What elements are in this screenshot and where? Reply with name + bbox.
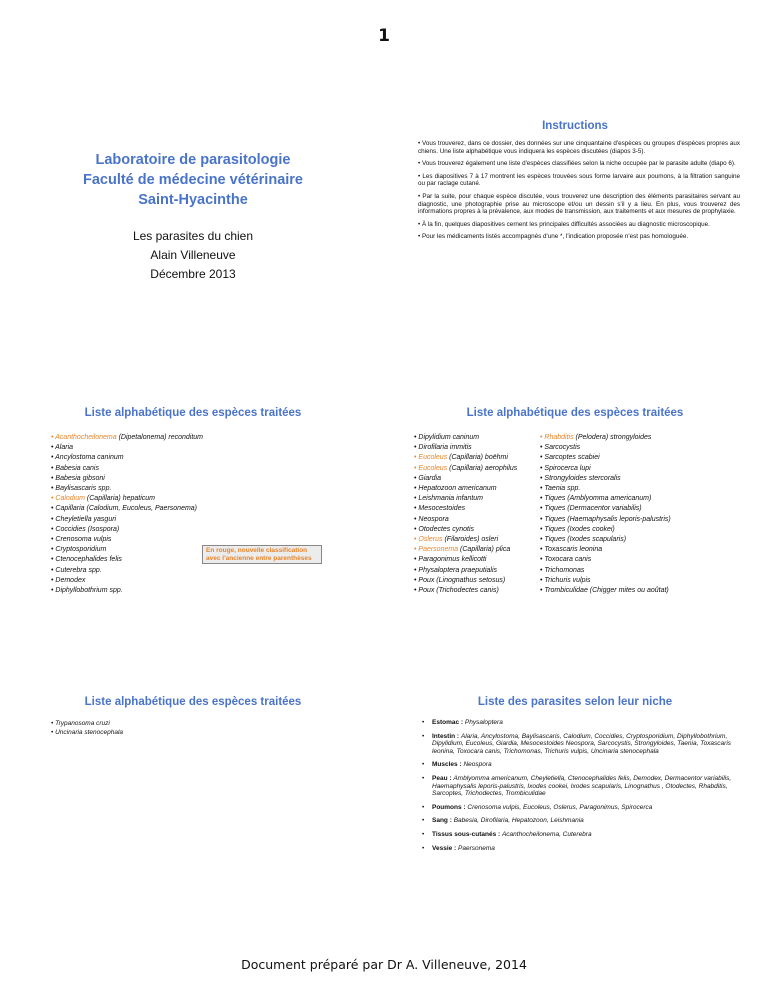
species-text: • Tiques (Ixodes cookei) [540,525,615,533]
species-text: • Otodectes cynotis [414,525,475,533]
subtitle-line: Alain Villeneuve [150,248,236,262]
niche-label: Vessie : [432,844,457,852]
niche-label: Muscles : [432,761,462,769]
species-item [414,453,517,463]
species-item [51,433,203,443]
species-item [414,484,517,494]
species-text: • Sarcocystis [540,444,581,452]
species-item [51,555,203,565]
species-text: • Trichuris vulpis [540,576,591,584]
species-item [540,525,671,535]
niche-species: Alaria, Ancylostoma, Baylisascaris, Calodium, Coccidies, Cryptosporidium, Diphyllobothrium, Dipylidium, Eucoleus, Giardia, Mesocestoides Neospora, Sarcocystis, Strongyloides, Taenia, Toxascaris leonina, Toxocara canis, Trichomonas, Trichuris vulpis, Uncinaria stenocephala [432,732,732,755]
niche-species: Paersonema [458,844,495,852]
species-item [51,535,203,545]
species-item [540,504,671,514]
species-text: • Cryptosporidium [51,546,107,554]
species-text: • Trombiculidae (Chigger mites ou aoûtat) [540,587,669,595]
species-text: • Neospora [414,515,449,523]
species-item [51,484,203,494]
species-text: • Strongyloides stercoralis [540,474,621,482]
species-item [540,433,671,443]
species-text: • Coccidies (Isospora) [51,525,120,533]
species-text: • Trichomonas [540,566,585,574]
note-line: En rouge, nouvelle classification [206,547,308,554]
instruction-paragraph: • Vous trouverez également une liste d'espèces classifiées selon la niche occupée par le parasite adulte (diapo 6). [418,160,736,168]
species-item: • Uncinaria stenocephala [51,729,124,736]
species-item [51,443,203,453]
new-classification-name: • Calodium [51,495,85,503]
niche-species: Neospora [463,761,492,769]
species-item [540,555,671,565]
species-text: • Poux (Trichodectes canis) [414,587,499,595]
niche-list [422,719,737,858]
species-text: • Dirofilaria immitis [414,444,472,452]
title-line: Saint-Hyacinthe [138,192,248,208]
species-text: • Dipylidium caninum [414,434,480,441]
niche-species: Crenosoma vulpis, Eucoleus, Oslerus, Paragonimus, Spirocerca [467,803,653,811]
new-classification-name: • Oslerus [414,536,443,544]
species-text: • Poux (Linognathus setosus) [414,576,506,584]
species-item [414,504,517,514]
species-item [540,494,671,504]
species-text: (Capillaria) plica [458,546,511,554]
species-item [414,545,517,555]
subtitle-line: Les parasites du chien [132,229,254,243]
title-line: Faculté de médecine vétérinaire [82,172,303,188]
species-text: (Capillaria) boëhmi [447,454,508,462]
species-text: • Babesia gibsoni [51,474,105,482]
species-text: (Capillaria) aerophilus [447,464,518,472]
species-list-slide-2 [410,397,740,652]
niche-item [422,733,737,756]
species-item [540,545,671,555]
species-item [414,474,517,484]
species-item [51,525,203,535]
species-text: • Hepatozoon americanum [414,485,497,493]
species-item [414,443,517,453]
niche-label: Intestin : [432,732,460,740]
species-text: • Babesia canis [51,464,99,472]
new-classification-name: • Eucoleus [414,454,448,462]
instruction-paragraph: • Pour les médicaments listés accompagnés d'une *, l'indication proposée n'est pas homologuée. [418,233,689,241]
slide-title: Liste alphabétique des espèces traitées [466,407,684,419]
instruction-paragraph: • Par la suite, pour chaque espèce discutée, vous trouverez une description des éléments parasitaires servant au diagnostic, une photographie prise au microscope et/ou un dessin s'il y a lieu. En plus, vous trouverez des informations propres à la prévalence, aux modes de transmission, aux traitements et aux mesures de prophylaxie. [418,192,740,216]
new-classification-name: • Eucoleus [414,464,448,472]
species-item [540,464,671,474]
species-text: • Toxascaris leonina [540,546,603,554]
niche-item [422,761,737,769]
species-item: • Trypanosoma cruzi [51,720,110,727]
niche-label: Poumons : [432,803,466,811]
species-item [540,484,671,494]
niche-species: Acanthocheilonema, Cuterebra [501,830,592,838]
niche-item [422,775,737,798]
page-number: 1 [378,26,390,46]
instruction-paragraph: • Les diapositives 7 à 17 montrent les espèces trouvées sous forme larvaire aux poumons, à la filtration sanguine ou par raclage cutané. [418,172,740,188]
species-text: • Ctenocephalides felis [51,556,122,564]
niche-label: Tissus sous-cutanés : [432,830,501,838]
species-item [540,586,671,596]
instruction-paragraph: • À la fin, quelques diapositives cernent les principales difficultés associées au diagnostic microscopique. [418,220,710,228]
species-item [540,443,671,453]
species-item [414,525,517,535]
species-text: • Leishmania infantum [414,495,483,503]
species-list-column [540,433,671,596]
species-item [540,474,671,484]
niche-item [422,845,737,853]
species-item [414,464,517,474]
niche-species: Babesia, Dirofilaria, Hepatozoon, Leishmania [453,817,584,825]
species-text: • Alaria [51,444,74,452]
species-text: • Baylisascaris spp. [51,485,112,493]
species-text: • Spirocerca lupi [540,464,591,472]
species-item [51,464,203,474]
niche-species: Physaloptera [464,719,503,726]
species-text: • Tiques (Amblyomma americanum) [540,495,652,503]
species-text: (Capillaria) hepaticum [84,495,155,503]
niche-item [422,719,737,727]
species-text: • Mesocestoides [414,505,466,513]
species-item [414,494,517,504]
species-item [51,515,203,525]
species-item [540,566,671,576]
species-text: • Demodex [51,576,86,584]
instruction-paragraph: • Vous trouverez, dans ce dossier, des données sur une cinquantaine d'espèces ou groupes d'espèces propres aux chiens. Une liste alphabétique vous indiquera les espèces discutées (diapos 3-5). [418,140,740,155]
niche-item [422,831,737,839]
species-text: • Cuterebra spp. [51,566,102,574]
species-item [414,433,517,443]
niche-label: Estomac : [432,719,464,726]
species-text: (Filaroides) osleri [442,536,499,544]
species-item [51,504,203,514]
species-list [51,433,203,596]
niche-label: Sang : [432,817,452,825]
species-list-slide-3 [28,686,358,941]
slide-title: Liste alphabétique des espèces traitées [84,407,302,419]
classification-note [202,545,322,564]
niche-item [422,817,737,825]
species-text: • Paragonimus kellicotti [414,556,487,564]
slide-title: Liste alphabétique des espèces traitées [84,696,302,708]
footer: Document préparé par Dr A. Villeneuve, 2014 [241,957,527,972]
title-block [28,150,358,210]
species-text: • Diphyllobothrium spp. [51,587,123,595]
species-item [414,576,517,586]
slide-title: Instructions [542,120,608,132]
species-text: • Tiques (Ixodes scapularis) [540,536,627,544]
species-text: • Giardia [414,474,441,482]
species-item [540,535,671,545]
subtitle-block [28,227,358,284]
new-classification-name: • Rhabditis [540,434,574,441]
species-item [51,586,203,596]
species-item [414,555,517,565]
species-text: • Capillaria (Calodium, Eucoleus, Paersonema) [51,505,198,513]
instructions-body [418,140,740,246]
niche-item [422,804,737,812]
species-item [51,494,203,504]
species-text: (Pelodera) strongyloides [573,434,652,441]
species-item [414,535,517,545]
species-text: • Taenia spp. [540,485,581,493]
species-item [51,576,203,586]
species-list [51,719,123,737]
species-item [414,515,517,525]
species-text: • Crenosoma vulpis [51,536,112,544]
title-slide [28,108,358,363]
subtitle-line: Décembre 2013 [150,267,236,281]
species-text: (Dipetalonema) reconditum [116,434,203,441]
niche-label: Peau : [432,774,452,782]
species-item [540,515,671,525]
species-list-column [414,433,517,596]
species-item [414,586,517,596]
niche-slide [410,686,740,941]
slide-title: Liste des parasites selon leur niche [477,696,673,708]
species-text: • Toxocara canis [540,556,592,564]
species-item [51,453,203,463]
species-text: • Tiques (Haemaphysalis leporis-palustris) [540,515,671,523]
new-classification-name: • Paersonema [414,546,459,554]
species-text: • Cheyletiella yasguri [51,515,117,523]
niche-species: Amblyomma americanum, Cheyletiella, Ctenocephalides felis, Demodex, Dermacentor variabilis, Haemaphysalis leporis-palustris, Ixodes cookei, Ixodes scapularis, Linognathus , Otodectes, Rhabditis, Sarcoptes, Trichodectes, Trombiculidae [432,774,732,798]
species-item [51,545,203,555]
species-list-slide-1 [28,397,358,652]
species-item [51,566,203,576]
species-item [540,576,671,586]
species-text: • Physaloptera praeputialis [414,566,497,574]
title-line: Laboratoire de parasitologie [95,152,291,168]
species-text: • Sarcoptes scabiei [540,454,600,462]
species-item [414,566,517,576]
note-line: avec l'ancienne entre parenthèses [206,554,312,562]
species-item [540,453,671,463]
species-item [51,474,203,484]
new-classification-name: • Acanthocheilonema [51,434,117,441]
species-text: • Ancylostoma caninum [51,454,124,462]
species-text: • Tiques (Dermacentor variabilis) [540,505,642,513]
instructions-slide [410,108,740,363]
